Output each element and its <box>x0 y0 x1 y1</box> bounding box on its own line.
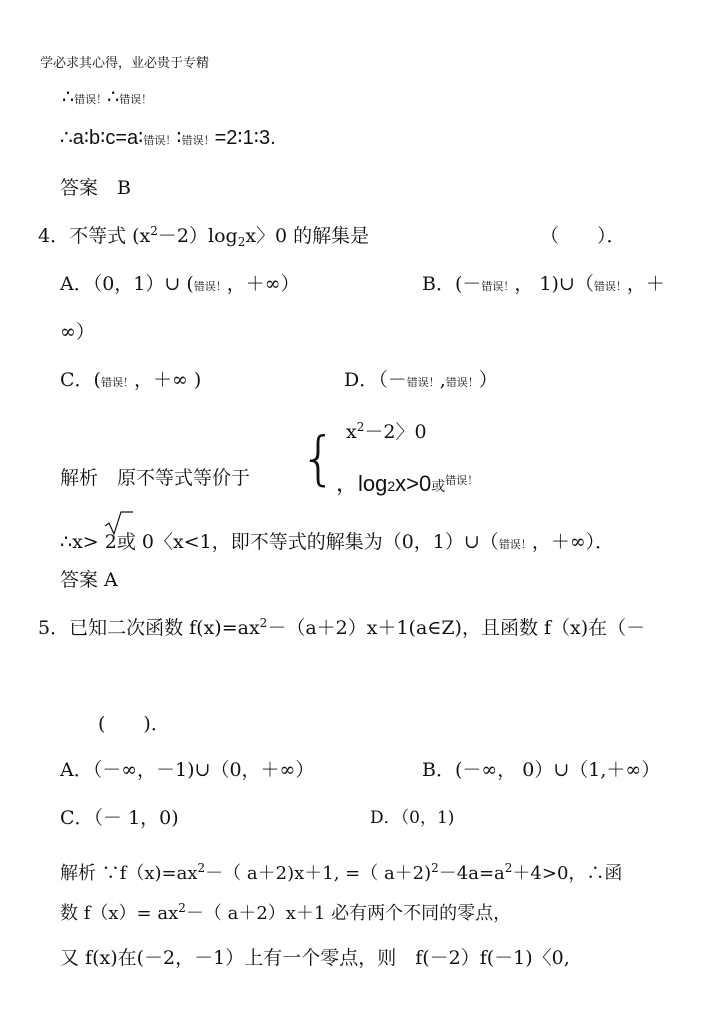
ratio-text: ∶ <box>176 127 182 149</box>
option-text: ，＋ <box>626 273 665 295</box>
system-text: x>0 <box>395 471 432 496</box>
left-brace-icon: { <box>300 424 337 492</box>
question-text: 不等式 (x <box>69 225 151 247</box>
option-5a: A．（－∞，－1)∪（0，＋∞） <box>60 759 315 781</box>
answer-4: 答案 A <box>60 569 118 591</box>
error-placeholder: 错误！ <box>100 376 134 389</box>
option-4a <box>60 272 300 299</box>
superscript: 2 <box>504 861 513 875</box>
superscript: 2 <box>259 616 268 630</box>
system-text: 或 <box>431 479 446 495</box>
error-placeholder: 错误！ <box>481 280 515 293</box>
option-text: ，＋∞ ) <box>133 369 202 391</box>
question-text: －（a＋2）x＋1(a∈Z)，且函数 f（x)在（－ <box>267 617 646 639</box>
superscript: 2 <box>150 224 158 238</box>
analysis-text: 解析 ∵f（x)=ax <box>60 863 198 884</box>
therefore-symbol: ∴ <box>62 86 75 108</box>
solution-text: ∴x> 2 <box>60 531 117 553</box>
error-placeholder: 错误！ <box>445 376 479 389</box>
analysis-5-line-3: 又 f(x)在(－2，－1）上有一个零点，则 f(－2）f(－1)〈0, <box>60 947 570 969</box>
analysis-4-label: 解析 原不等式等价于 <box>60 467 251 489</box>
option-text: A．（0，1）∪ ( <box>60 273 194 295</box>
answer-blank-5: ( )． <box>98 713 170 735</box>
ratio-text: =2∶1∶3. <box>214 127 276 149</box>
superscript: 2 <box>178 901 186 915</box>
solution-text: ，＋∞）． <box>531 531 615 553</box>
line-therefore-1 <box>62 85 152 112</box>
error-placeholder: 错误！ <box>406 376 440 389</box>
system-line-1 <box>346 420 427 444</box>
analysis-5-line-2 <box>60 902 511 926</box>
error-placeholder: 错误！ <box>593 280 627 293</box>
option-text: ，＋∞） <box>226 273 300 295</box>
ratio-text: ∴a∶b∶c=a∶ <box>60 127 144 149</box>
analysis-text: ＋4>0，∴函 <box>512 863 623 884</box>
option-4d <box>344 368 498 395</box>
question-number: 4． <box>38 225 70 247</box>
error-placeholder: 错误！ <box>193 280 227 293</box>
answer-3: 答案 B <box>60 177 131 199</box>
analysis-text: －4a=a <box>438 863 505 884</box>
line-ratio <box>60 126 276 153</box>
solution-4 <box>60 530 614 557</box>
page-header: 学必求其心得，业必贵于专精 <box>40 56 210 71</box>
option-4c <box>60 368 201 395</box>
superscript: 2 <box>431 861 439 875</box>
analysis-5 <box>60 862 622 886</box>
question-5 <box>38 616 645 640</box>
therefore-symbol: ∴ <box>107 86 120 108</box>
error-placeholder: 错误！ <box>498 538 532 551</box>
option-5d: D．（0，1) <box>370 808 455 828</box>
question-4 <box>38 224 369 248</box>
superscript: 2 <box>356 420 365 434</box>
question-text: 已知二次函数 f(x)=ax <box>69 617 260 639</box>
solution-text: 或 0〈x<1，即不等式的解集为（0，1）∪（ <box>116 531 499 553</box>
option-text: C．( <box>60 369 101 391</box>
answer-blank-4: （ ）． <box>540 225 626 247</box>
system-text: x <box>346 421 357 443</box>
system-text: －2〉0 <box>364 421 427 443</box>
system-line-2 <box>336 470 478 501</box>
subscript: 2 <box>387 478 396 494</box>
system-text: ，log <box>336 471 388 496</box>
error-placeholder: 错误！ <box>181 135 215 147</box>
option-text: ， 1)∪（ <box>514 273 594 295</box>
error-placeholder: 错误！ <box>445 474 479 487</box>
question-text: －2）log <box>157 225 238 247</box>
analysis-text: 数 f（x）= ax <box>60 903 179 924</box>
option-text: ） <box>478 369 498 391</box>
option-5b: B．(－∞， 0）∪（1,＋∞） <box>422 759 661 781</box>
option-text: B．(－ <box>422 273 482 295</box>
option-5c: C．（－ 1，0) <box>60 807 179 829</box>
superscript: 2 <box>197 861 206 875</box>
analysis-text: －（ a＋2)x＋1, =（ a＋2) <box>205 863 432 884</box>
error-placeholder: 错误！ <box>119 93 153 106</box>
error-placeholder: 错误！ <box>74 93 108 106</box>
subscript: 2 <box>237 235 246 249</box>
question-number: 5． <box>38 617 70 639</box>
option-text: D．（－ <box>344 369 407 391</box>
analysis-text: －（ a＋2）x＋1 必有两个不同的零点， <box>185 903 512 924</box>
option-4b <box>422 272 665 299</box>
question-text: x〉0 的解集是 <box>245 225 370 247</box>
option-text: , <box>439 369 446 391</box>
option-4b-continued: ∞） <box>60 321 95 343</box>
error-placeholder: 错误！ <box>143 135 177 147</box>
